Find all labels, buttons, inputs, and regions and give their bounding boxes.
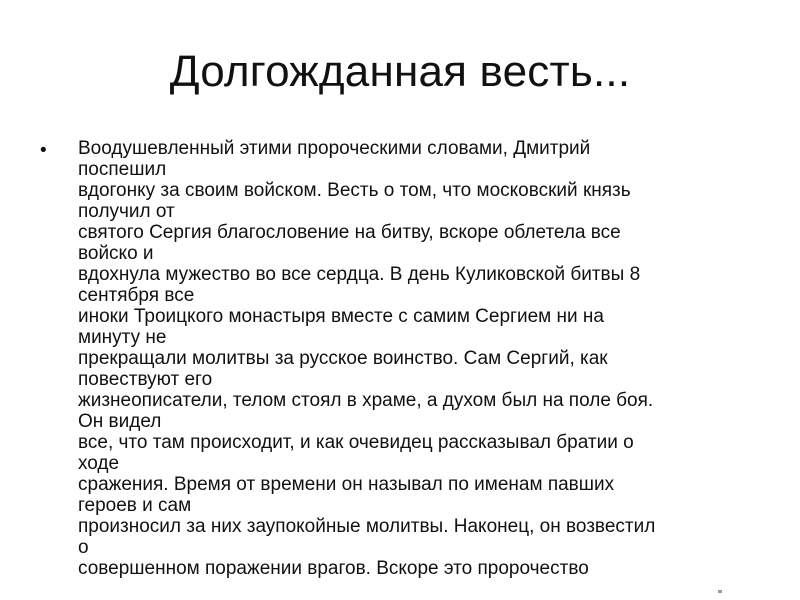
text-line: Воодушевленный этими пророческими словами, Дмитрий: [78, 138, 591, 159]
text-line: все, что там происходит, и как очевидец рассказывал братии о: [78, 432, 634, 453]
cropped-glyph-fragment: [718, 590, 722, 593]
text-line: совершенном поражении врагов. Вскоре это пророчество: [78, 558, 589, 579]
text-line: повествуют его: [78, 369, 213, 390]
text-line: вдогонку за своим войском. Весть о том, что московский князь: [78, 180, 631, 201]
text-line: сражения. Время от времени он называл по именам павших: [78, 474, 615, 495]
text-line: прекращали молитвы за русское воинство. Сам Сергий, как: [78, 348, 608, 369]
text-line: сентября все: [78, 285, 195, 306]
text-line: Он видел: [78, 411, 162, 432]
text-line: минуту не: [78, 327, 167, 348]
text-line: поспешил: [78, 159, 167, 180]
text-line: святого Сергия благословение на битву, вскоре облетела все: [78, 222, 621, 243]
bullet-dot-icon: •: [40, 140, 47, 161]
text-line: войско и: [78, 243, 154, 264]
bullet-text: [78, 138, 760, 579]
slide-title: Долгожданная весть...: [169, 47, 631, 96]
text-line: о: [78, 537, 89, 558]
text-line: жизнеописатели, телом стоял в храме, а духом был на поле боя.: [78, 390, 654, 411]
text-line: героев и сам: [78, 495, 192, 516]
text-line: произносил за них заупокойные молитвы. Наконец, он возвестил: [78, 516, 656, 537]
text-line: ходе: [78, 453, 120, 474]
text-line: иноки Троицкого монастыря вместе с самим Сергием ни на: [78, 306, 604, 327]
text-line: вдохнула мужество во все сердца. В день Куликовской битвы 8: [78, 264, 641, 285]
text-line: получил от: [78, 201, 175, 222]
